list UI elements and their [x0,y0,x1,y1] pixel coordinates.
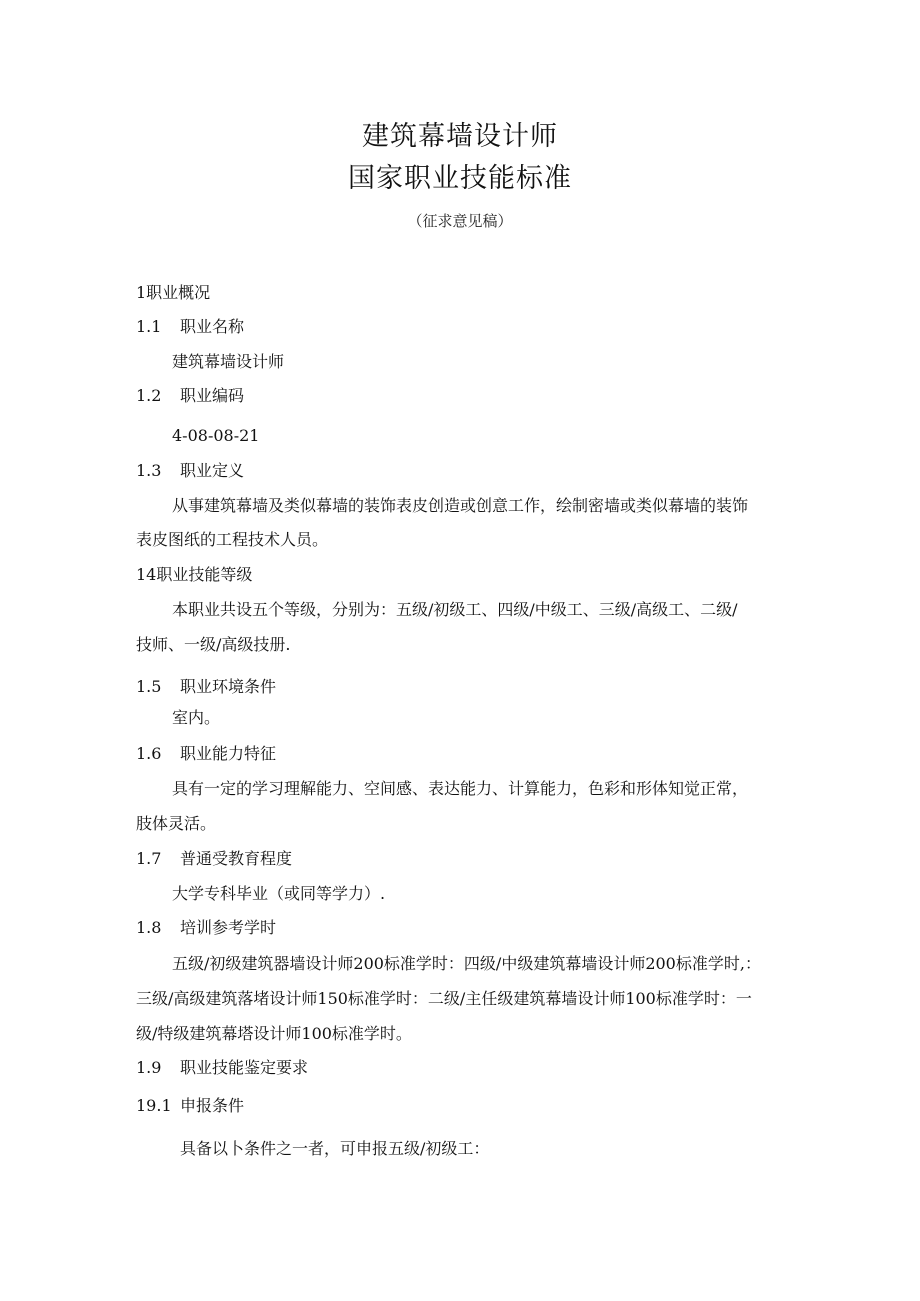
section-1-6-body-line-1: 具有一定的学习理解能力、空间感、表达能力、计算能力，色彩和形体知觉正常， [172,779,749,798]
section-1-1-body: 建筑幕墙设计师 [172,352,285,371]
section-title: 职业技能鉴定要求 [180,1058,309,1077]
section-number: 1.8 [136,918,162,937]
section-1-9-1-heading [136,1096,244,1116]
section-1-1-heading [136,317,244,337]
section-1-9-heading [136,1058,308,1078]
section-number: 1.2 [136,386,162,405]
section-title: 申报条件 [180,1096,245,1115]
section-number: 1.3 [136,461,162,480]
section-title: 职业环境条件 [180,677,277,696]
section-1-5-heading [136,677,276,697]
section-number: 1.6 [136,744,162,763]
section-1-3-heading [136,461,244,481]
document-title-line-1: 建筑幕墙设计师 [362,121,558,152]
section-1-3-body-line-2: 表皮图纸的工程技术人员。 [136,530,329,549]
section-1-8-heading [136,918,276,938]
section-1-3-body-line-1: 从事建筑幕墙及类似幕墙的装饰表皮创造或创意工作，绘制密墙或类似幕墙的装饰 [172,496,749,515]
section-title: 职业能力特征 [180,744,277,763]
section-title: 职业名称 [180,317,245,336]
section-1-4-heading: 14职业技能等级 [136,565,253,584]
section-1-heading: 1职业概况 [136,283,211,302]
section-number: 1.1 [136,317,162,336]
section-1-5-body: 室内。 [172,708,221,727]
section-1-9-1-body: 具备以卜条件之一者，可申报五级/初级工： [180,1139,490,1158]
section-title: 职业定义 [180,461,245,480]
section-title: 普通受教育程度 [180,849,293,868]
section-title: 职业编码 [180,386,245,405]
section-number: 1.5 [136,677,162,696]
section-1-7-heading [136,849,292,869]
section-1-8-body-line-2: 三级/高级建筑落堵设计师150标准学时：二级/主任级建筑幕墙设计师100标准学时：一 [136,989,752,1008]
section-1-7-body: 大学专科毕业（或同等学力）. [172,884,386,903]
section-1-2-body: 4-08-08-21 [172,426,260,445]
document-subtitle: （征求意见稿） [407,212,513,230]
section-1-8-body-line-3: 级/特级建筑幕塔设计师100标准学时。 [136,1024,412,1043]
section-number: 1.9 [136,1058,162,1077]
section-1-4-body-line-2: 技师、一级/高级技册. [136,635,291,654]
document-title-line-2: 国家职业技能标准 [348,163,572,194]
section-1-8-body-line-1: 五级/初级建筑器墙设计师200标准学时：四级/中级建筑幕墙设计师200标准学时,： [172,954,761,973]
section-number: 19.1 [136,1096,172,1115]
section-1-6-heading [136,744,276,764]
section-1-2-heading [136,386,244,406]
section-title: 培训参考学时 [180,918,277,937]
section-1-4-body-line-1: 本职业共设五个等级，分别为：五级/初级工、四级/中级工、三级/高级工、二级/ [172,600,738,619]
section-1-6-body-line-2: 肢体灵活。 [136,814,217,833]
section-number: 1.7 [136,849,162,868]
